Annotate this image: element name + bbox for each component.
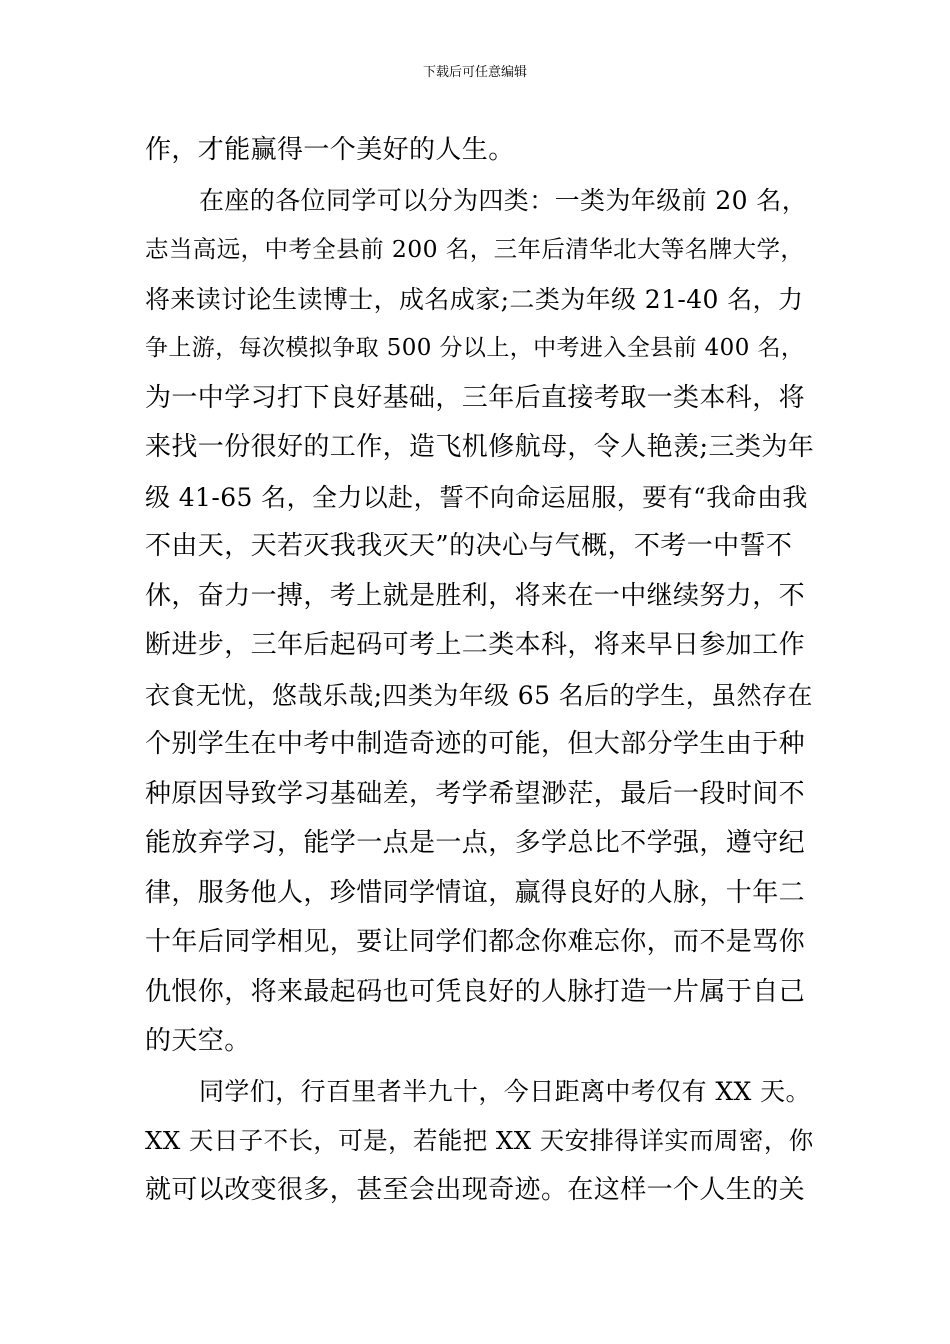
text-line: 就可以改变很多，甚至会出现奇迹。在这样一个人生的关	[145, 1174, 806, 1205]
body-text	[145, 126, 815, 1215]
text-line: 休，奋力一搏，考上就是胜利，将来在一中继续努力，不	[145, 580, 806, 611]
text-line: 仇恨你，将来最起码也可凭良好的人脉打造一片属于自己	[145, 976, 806, 1007]
text-line: 断进步，三年后起码可考上二类本科，将来早日参加工作	[145, 630, 806, 660]
text-line: 的天空。	[145, 1026, 251, 1056]
text-line: 为一中学习打下良好基础，三年后直接考取一类本科，将	[145, 382, 806, 413]
text-line: 将来读讨论生读博士，成名成家;二类为年级 21-40 名，力	[145, 284, 804, 314]
text-line: 种原因导致学习基础差，考学希望渺茫，最后一段时间不	[145, 778, 806, 809]
text-line: 同学们，行百里者半九十，今日距离中考仅有 XX 天。	[199, 1076, 811, 1106]
text-line: 能放弃学习，能学一点是一点，多学总比不学强，遵守纪	[145, 828, 806, 858]
text-line: 作，才能赢得一个美好的人生。	[145, 135, 515, 165]
text-line: XX 天日子不长，可是，若能把 XX 天安排得详实而周密，你	[145, 1126, 814, 1155]
text-line: 在座的各位同学可以分为四类：一类为年级前 20 名，	[199, 185, 808, 215]
text-line: 来找一份很好的工作，造飞机修航母，令人艳羡;三类为年	[145, 432, 815, 462]
page-header: 下载后可任意编辑	[422, 65, 527, 80]
text-line: 个别学生在中考中制造奇迹的可能，但大部分学生由于种	[145, 729, 806, 759]
text-line: 律，服务他人，珍惜同学情谊，赢得良好的人脉，十年二	[145, 877, 806, 908]
text-line: 级 41-65 名，全力以赴，誓不向命运屈服，要有“我命由我	[145, 482, 808, 512]
text-line: 十年后同学相见，要让同学们都念你难忘你，而不是骂你	[145, 927, 806, 957]
text-line: 志当高远，中考全县前 200 名，三年后清华北大等名牌大学，	[145, 235, 805, 263]
text-line: 争上游，每次模拟争取 500 分以上，中考进入全县前 400 名，	[145, 335, 805, 361]
text-line: 衣食无忧，悠哉乐哉;四类为年级 65 名后的学生，虽然存在	[145, 680, 813, 710]
text-line: 不由天，天若灭我我灭天”的决心与气概，不考一中誓不	[145, 531, 793, 561]
